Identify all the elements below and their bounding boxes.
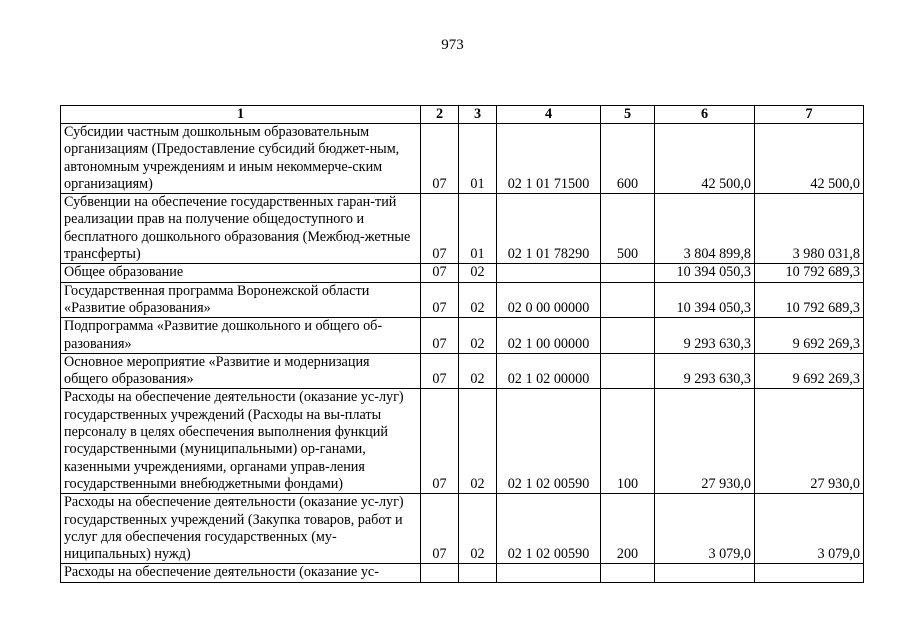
row-name-cell: Государственная программа Воронежской области «Развитие образования» xyxy=(61,282,421,318)
row-amount-year-2-cell: 3 079,0 xyxy=(755,494,864,564)
row-section-cell: 07 xyxy=(421,282,459,318)
row-name-cell: Подпрограмма «Развитие дошкольного и общего об-разования» xyxy=(61,318,421,354)
row-name-cell: Расходы на обеспечение деятельности (оказание ус-луг) государственных учреждений (Расходы на вы-платы персоналу в целях обеспечения выполнения функций государственными (муниципальными) ор-ганами, казенными учреждениями, органами управ-ления государственными внебюджетными фондами) xyxy=(61,389,421,494)
table-header-row xyxy=(61,106,864,124)
row-amount-year-2-cell: 9 692 269,3 xyxy=(755,353,864,389)
row-amount-year-1-cell: 10 394 050,3 xyxy=(655,282,755,318)
row-expense-type-cell: 200 xyxy=(601,494,655,564)
table-row xyxy=(61,264,864,282)
table-row xyxy=(61,494,864,564)
row-name-cell: Расходы на обеспечение деятельности (оказание ус-луг) государственных учреждений (Закупка товаров, работ и услуг для обеспечения государственных (му-ниципальных) нужд) xyxy=(61,494,421,564)
row-subsection-cell: 02 xyxy=(459,494,497,564)
row-amount-year-1-cell: 3 079,0 xyxy=(655,494,755,564)
row-expense-type-cell: 500 xyxy=(601,194,655,264)
row-subsection-cell xyxy=(459,564,497,582)
budget-table xyxy=(60,105,864,583)
row-amount-year-1-cell: 9 293 630,3 xyxy=(655,353,755,389)
column-header-name: 1 xyxy=(61,106,421,124)
row-section-cell: 07 xyxy=(421,264,459,282)
column-header-amount-year-2: 7 xyxy=(755,106,864,124)
row-expense-type-cell: 600 xyxy=(601,124,655,194)
row-expense-type-cell: 100 xyxy=(601,389,655,494)
row-amount-year-1-cell: 27 930,0 xyxy=(655,389,755,494)
column-header-amount-year-1: 6 xyxy=(655,106,755,124)
row-amount-year-1-cell xyxy=(655,564,755,582)
row-amount-year-1-cell: 3 804 899,8 xyxy=(655,194,755,264)
row-target-article-cell: 02 1 01 71500 xyxy=(497,124,601,194)
row-target-article-cell: 02 1 02 00590 xyxy=(497,389,601,494)
column-header-expense-type: 5 xyxy=(601,106,655,124)
column-header-target-article: 4 xyxy=(497,106,601,124)
row-section-cell: 07 xyxy=(421,124,459,194)
row-name-cell: Общее образование xyxy=(61,264,421,282)
row-target-article-cell xyxy=(497,264,601,282)
table-row xyxy=(61,389,864,494)
row-subsection-cell: 02 xyxy=(459,353,497,389)
row-target-article-cell: 02 1 01 78290 xyxy=(497,194,601,264)
row-section-cell: 07 xyxy=(421,389,459,494)
row-subsection-cell: 02 xyxy=(459,389,497,494)
table-row xyxy=(61,564,864,582)
row-subsection-cell: 01 xyxy=(459,194,497,264)
row-amount-year-2-cell: 10 792 689,3 xyxy=(755,282,864,318)
row-target-article-cell: 02 1 02 00590 xyxy=(497,494,601,564)
row-amount-year-2-cell: 10 792 689,3 xyxy=(755,264,864,282)
row-name-cell: Субсидии частным дошкольным образовательным организациям (Предоставление субсидий бюджет-ным, автономным учреждениям и иным некоммерче-ским организациям) xyxy=(61,124,421,194)
row-target-article-cell: 02 1 02 00000 xyxy=(497,353,601,389)
table-row xyxy=(61,124,864,194)
row-amount-year-2-cell xyxy=(755,564,864,582)
row-amount-year-1-cell: 9 293 630,3 xyxy=(655,318,755,354)
row-amount-year-1-cell: 10 394 050,3 xyxy=(655,264,755,282)
row-amount-year-2-cell: 9 692 269,3 xyxy=(755,318,864,354)
column-header-section: 2 xyxy=(421,106,459,124)
row-subsection-cell: 01 xyxy=(459,124,497,194)
table-row xyxy=(61,194,864,264)
row-amount-year-1-cell: 42 500,0 xyxy=(655,124,755,194)
row-target-article-cell: 02 0 00 00000 xyxy=(497,282,601,318)
row-subsection-cell: 02 xyxy=(459,282,497,318)
row-expense-type-cell xyxy=(601,564,655,582)
row-amount-year-2-cell: 42 500,0 xyxy=(755,124,864,194)
row-section-cell: 07 xyxy=(421,194,459,264)
row-target-article-cell: 02 1 00 00000 xyxy=(497,318,601,354)
row-name-cell: Основное мероприятие «Развитие и модернизация общего образования» xyxy=(61,353,421,389)
row-amount-year-2-cell: 3 980 031,8 xyxy=(755,194,864,264)
row-name-cell: Расходы на обеспечение деятельности (оказание ус- xyxy=(61,564,421,582)
row-expense-type-cell xyxy=(601,353,655,389)
row-subsection-cell: 02 xyxy=(459,264,497,282)
row-name-cell: Субвенции на обеспечение государственных гаран-тий реализации прав на получение общедоступного и бесплатного дошкольного образования (Межбюд-жетные трансферты) xyxy=(61,194,421,264)
table-row xyxy=(61,282,864,318)
row-section-cell: 07 xyxy=(421,494,459,564)
page-number: 973 xyxy=(441,37,464,53)
column-header-subsection: 3 xyxy=(459,106,497,124)
row-expense-type-cell xyxy=(601,282,655,318)
row-target-article-cell xyxy=(497,564,601,582)
row-section-cell: 07 xyxy=(421,318,459,354)
row-subsection-cell: 02 xyxy=(459,318,497,354)
row-section-cell: 07 xyxy=(421,353,459,389)
row-expense-type-cell xyxy=(601,318,655,354)
row-section-cell xyxy=(421,564,459,582)
row-expense-type-cell xyxy=(601,264,655,282)
row-amount-year-2-cell: 27 930,0 xyxy=(755,389,864,494)
table-row xyxy=(61,353,864,389)
table-row xyxy=(61,318,864,354)
